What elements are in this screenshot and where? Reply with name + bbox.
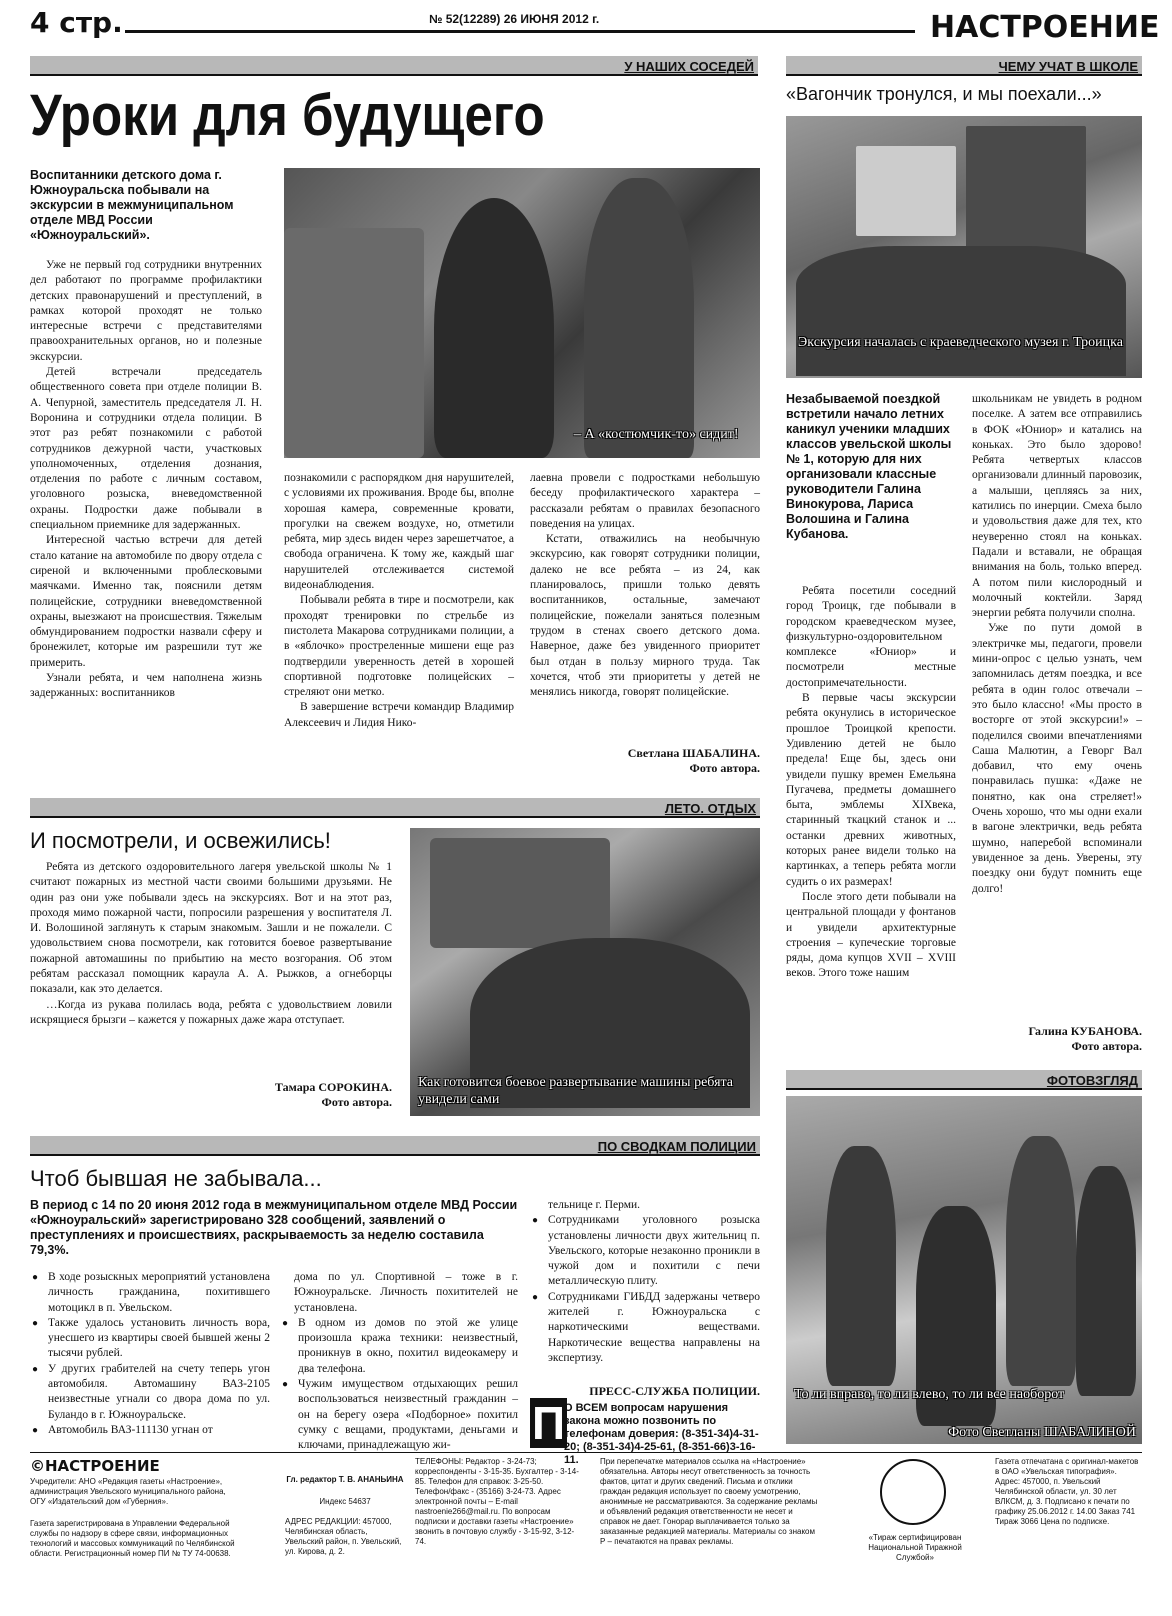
- paragraph: В завершение встречи командир Владимир Алексеевич и Лидия Нико-: [284, 701, 514, 729]
- photoview-caption: То ли вправо, то ли влево, то ли все наоборот: [794, 1387, 1065, 1402]
- article1-title: Уроки для будущего: [30, 83, 545, 148]
- article1-col1: [30, 258, 262, 778]
- subscription-index: Индекс 54637: [319, 1497, 371, 1506]
- article1-col3: [530, 471, 760, 741]
- article3-photo-caption: Как готовится боевое развертывание машины ребята увидели сами: [418, 1075, 734, 1107]
- article2-col1: [786, 584, 956, 1056]
- publishing-rules: При перепечатке материалов ссылка на «Настроение» обязательна. Авторы несут ответственность за точность фактов, цитат и других сведений. Письма и отклики граждан редакция использует по своему усмотрению, анонимные не рассматриваются. За содержание рекламы и объявлений редакция ответственности не несет и справок не дает. Гонорар выплачивается только за заказанные редакцией материалы. Материалы со знаком Р – печатаются на правах рекламы.: [600, 1457, 818, 1546]
- photoview-credit: Фото Светланы ШАБАЛИНОЙ: [948, 1425, 1136, 1440]
- article4-col1: [30, 1270, 270, 1444]
- article3-signature: [200, 1080, 392, 1110]
- paragraph: Узнали ребята, и чем наполнена жизнь задержанных: воспитанников: [30, 672, 262, 700]
- rubric-police: ПО СВОДКАМ ПОЛИЦИИ: [30, 1136, 760, 1156]
- chief-editor: Гл. редактор Т. В. АНАНЬИНА: [286, 1475, 404, 1484]
- footer-logo: ©НАСТРОЕНИЕ: [30, 1457, 160, 1475]
- article3-body: [30, 860, 392, 1072]
- list-item: ● В ходе розыскных мероприятий установлена личность гражданина, похитившего мотоцикл в п. Увельском.: [30, 1270, 270, 1316]
- paragraph: Уже не первый год сотрудники внутренних дел работают по программе профилактики детских правонарушений и преступлений, в рамках которой проходят не только интересные встречи с представителями правоохранительных органов, но и полезные экскурсии.: [30, 259, 262, 363]
- article4-col3: [530, 1198, 760, 1378]
- article3-photo: [410, 828, 760, 1116]
- author: Светлана ШАБАЛИНА.: [627, 746, 760, 760]
- paragraph: В первые часы экскурсии ребята окунулись в историческое прошлое Троицкой крепости. Удивлению детей не было предела! Еще бы, здесь они увидели пушку времен Емельяна Пугачева, предметы домашнего быта, эмблемы XIXвека, старинный ткацкий станок и ... останки древних животных, которых ранее видели только на картинках, а теперь ребята могли судить о их размерах!: [786, 692, 956, 888]
- photoview-photo: [786, 1096, 1142, 1444]
- list-item: ● Автомобиль ВАЗ-111130 угнан от: [30, 1423, 270, 1438]
- printing-info: Газета отпечатана с оригинал-макетов в ОАО «Увельская типография». Адрес: 457000, п. Увельский Челябинской области, ул. 30 лет ВЛКСМ, д. 3. Подписано к печати по графику 25.06.2012 г. 14.00 Заказ 741 Тираж 3066 Цена по подписке.: [995, 1457, 1139, 1526]
- article2-lead: Незабываемой поездкой встретили начало летних каникул ученики младших классов увельской школы № 1, которую для них организовали классные руководители Галина Винокурова, Лариса Волошина и Галина Кубанова.: [786, 392, 952, 541]
- article2-title: «Вагончик тронулся, и мы поехали...»: [786, 84, 1102, 104]
- editorial-address: АДРЕС РЕДАКЦИИ: 457000, Челябинская область, Увельский район, п. Увельский, ул. Кирова, д. 2.: [285, 1517, 402, 1556]
- paragraph: Уже по пути домой в электричке мы, педагоги, провели мини-опрос с целью узнать, чем запомнилась детям поездка, и все ребята в один голос отвечали – это было классно! «Мы просто в восторге от этой экскурсии!» – поделился своими впечатлениями Саша Малютин, а Геворг Вал добавил, что ему очень понравилась пушка: «Даже не понятно, как она стреляет!» Очень хорошо, что мы одни ехали в вагоне электрички, ведь ребята шумно, наперебой вспоминали увиденное за день. Уверены, эту поездку они будут помнить еще долго!: [972, 622, 1142, 895]
- hotline-text: О ВСЕМ вопросам нарушения закона можно позвонить по телефонам доверия: (8-351-34)4-31-20; (8-351-34)4-25-61, (8-351-66)3-16-11.: [564, 1402, 759, 1466]
- list-item: ● Также удалось установить личность вора, унесшего из квартиры своей бывшей жены 2 тысячи рублей.: [30, 1316, 270, 1362]
- article1-signature: [530, 746, 760, 776]
- photo-credit: Фото автора.: [689, 761, 760, 775]
- list-item: ● Сотрудниками уголовного розыска установлены личности двух жительниц п. Увельского, которые незаконно проникли в чужой дом и похитили с печи металлическую плиту.: [530, 1213, 760, 1289]
- article1-photo: [284, 168, 760, 458]
- list-item: ● Чужим имуществом отдыхающих решил воспользоваться неизвестный гражданин – он на берегу озера «Подборное» похитил сумку с вещами, продуктами, деньгами и ключами, принадлежащую жи-: [280, 1377, 518, 1453]
- imprint-footer: [30, 1452, 1142, 1602]
- article4-lead: В период с 14 по 20 июня 2012 года в межмуниципальном отделе МВД России «Южноуральский» зарегистрировано 328 сообщений, заявлений о преступлениях и происшествиях, раскрываемость за неделю составила 79,3%.: [30, 1198, 518, 1257]
- paragraph: Интересной частью встречи для детей стало катание на автомобиле по двору отдела с сиреной и включенными проблесковыми маячками. Именно так, пояснили детям полицейские, сотрудники вневедомственной охраны, выезжают на происшествия. Тяжелым обмундированием подростки назвали сферу и бронежилет, которые им разрешили тут же примерить.: [30, 534, 262, 669]
- tirazh-certified: «Тираж сертифицирован Национальной Тиражной Службой»: [868, 1533, 962, 1562]
- paragraph: Детей встречали председатель общественного совета при отделе полиции В. А. Чепурной, заместитель председателя Л. Н. Воронина и сотрудники отдела полиции. В этот раз ребят познакомили с работой сотрудников дежурной части, участковых уполномоченных, отделения дознания, отделения по работе с личным составом, уголовного розыска, вневедомственной охраны. Подростки даже побывали в специальном приемнике для задержанных.: [30, 366, 262, 532]
- article1-lead: Воспитанники детского дома г. Южноуральска побывали на экскурсии в межмуниципальном отделе МВД России «Южноуральский».: [30, 168, 234, 242]
- paragraph: Ребята из детского оздоровительного лагеря увельской школы № 1 считают пожарных из местной части своими большими друзьями. Не один раз они уже побывали здесь на экскурсиях. Вот и на этот раз, проходя мимо пожарной части, попросили разрешения у воспитателя Л. И. Волошиной заглянуть к старым знакомым. Зашли и не пожалели. С удовольствием снова посмотрели, как готовится боевое развертывание пожарной автомашины по прибытию на место возгорания. Об этом ребятам рассказал помощник караула А. А. Рыжков, а огнеборцы показали, как это делается.: [30, 861, 392, 996]
- article2-photo: [786, 116, 1142, 378]
- phones: ТЕЛЕФОНЫ: Редактор - 3-24-73; корреспонденты - 3-15-35. Бухгалтер - 3-14-85. Телефон для справок: 3-25-50. Телефон/факс - (35166) 3-24-73. Адрес электронной почты – E-mail nastroenie266@mail.ru. По вопросам подписки и доставки газеты «Настроение» звонить в почтовую службу - 3-15-92, 3-12-74.: [415, 1457, 579, 1546]
- list-item: ● Сотрудниками ГИБДД задержаны четверо жителей г. Южноуральска с наркотическими веществами. Наркотические вещества направлены на экспертизу.: [530, 1290, 760, 1366]
- article2-photo-caption: Экскурсия началась с краеведческого музея г. Троицка: [798, 335, 1123, 350]
- tirazh-seal-icon: [880, 1459, 946, 1525]
- article4-col2: [280, 1270, 518, 1452]
- rubric-photoview: ФОТОВЗГЛЯД: [786, 1070, 1142, 1090]
- paragraph: школьникам не увидеть в родном поселке. А затем все отправились в ФОК «Юниор» и катались на коньках. Это было здорово! Ребята четвертых классов организовали длинный паровозик, а малыши, цепляясь за них, катились по инерции. Смеха было и удовольствия даже для тех, кто неуверенно стоял на коньках. Падали и вставали, не обращая внимания на боль, только вперед. А потом пили кислородный и молочный коктейли. Заряд энергии ребята получили сполна.: [972, 393, 1142, 620]
- article3-title: И посмотрели, и освежились!: [30, 828, 331, 853]
- page-number: 4 стр.: [30, 6, 123, 39]
- paragraph: Ребята посетили соседний город Троицк, где побывали в городском краеведческом музее, физкультурно-оздоровительном комплексе «Юниор» и посмотрели местные достопримечательности.: [786, 585, 956, 689]
- hotline-note: [530, 1397, 760, 1466]
- paragraph: …Когда из рукава полилась вода, ребята с удовольствием ловили искрящиеся брызги – кажется у пожарных даже жара отступает.: [30, 998, 392, 1026]
- paragraph: дома по ул. Спортивной – тоже в г. Южноуральске. Личность похитителей не установлена.: [294, 1271, 518, 1314]
- article4-title: Чтоб бывшая не забывала...: [30, 1166, 322, 1191]
- author: Тамара СОРОКИНА.: [274, 1080, 392, 1094]
- article2-signature: [972, 1024, 1142, 1054]
- paragraph: познакомили с распорядком дня нарушителей, с условиями их проживания. Вроде бы, вполне хорошая камера, современные кровати, прогулки на свежем воздухе, но, отметили ребята, мир здесь виден через зарешетчатое, а свобода ограничена. К тому же, каждый шаг нарушителей отслеживается системой видеонаблюдения.: [284, 472, 514, 592]
- rubric-neighbors: У НАШИХ СОСЕДЕЙ: [30, 56, 758, 76]
- issue-info: № 52(12289) 26 ИЮНЯ 2012 г.: [425, 12, 603, 26]
- article1-col2: [284, 471, 514, 778]
- registration: Газета зарегистрирована в Управлении Федеральной службы по надзору в сфере связи, информационных технологий и массовых коммуникаций по Челябинской области. Регистрационный номер ПИ № ТУ 74-00638.: [30, 1519, 235, 1558]
- rubric-school: ЧЕМУ УЧАТ В ШКОЛЕ: [786, 56, 1142, 76]
- author: Галина КУБАНОВА.: [1028, 1024, 1142, 1038]
- dropcap: П: [532, 1397, 566, 1449]
- paragraph: Кстати, отважились на необычную экскурсию, как говорят сотрудники полиции, далеко не все ребята – из 24, как планировалось, пришли только девять воспитанников, остальные, замечают полицейские, пожелали заняться полезным трудом в стенах своего детского дома. Наверное, даже без увиденного приоритет был отдан в пользу мирного труда. Так хочется, чтоб эти приоритеты у детей не менялись никогда, говорят полицейские.: [530, 533, 760, 699]
- press-service: ПРЕСС-СЛУЖБА ПОЛИЦИИ.: [589, 1384, 760, 1398]
- photo-credit: Фото автора.: [1071, 1039, 1142, 1053]
- list-item: ● В одном из домов по этой же улице произошла кража техники: неизвестный, проникнув в окно, похитил видеокамеру и два телефона.: [280, 1316, 518, 1377]
- rubric-summer: ЛЕТО. ОТДЫХ: [30, 798, 760, 818]
- list-item: ● У других грабителей на счету теперь угон автомобиля. Автомашину ВАЗ-2105 неизвестные угнали со двора дома по ул. Буландо в г. Южноуральске.: [30, 1362, 270, 1423]
- paragraph: тельнице г. Перми.: [548, 1199, 641, 1211]
- paragraph: После этого дети побывали на центральной площади у фонтанов и увидели архитектурные строения – купеческие торговые ряды, дома купцов XVII – XVIII веков. Этого тоже нашим: [786, 890, 956, 980]
- header-rule: [125, 30, 915, 33]
- newspaper-name: НАСТРОЕНИЕ: [930, 10, 1160, 45]
- article1-photo-caption: – А «костюмчик-то» сидит!: [574, 427, 739, 442]
- paragraph: Побывали ребята в тире и посмотрели, как проходят тренировки по стрельбе из пистолета Макарова сотрудниками полиции, а в «яблочко» простреленные мишени еще раз подтвердили уверенность детей в хорошей спортивной подготовке полицейских – стреляют они метко.: [284, 594, 514, 699]
- paragraph: лаевна провели с подростками небольшую беседу профилактического характера – рассказали ребятам о правилах безопасного поведения на улицах.: [530, 472, 760, 530]
- article2-col2: [972, 392, 1142, 1024]
- founders: Учредители: АНО «Редакция газеты «Настроение», администрация Увельского муниципального района, ОГУ «Издательский дом «Губерния».: [30, 1477, 226, 1506]
- photo-credit: Фото автора.: [321, 1095, 392, 1109]
